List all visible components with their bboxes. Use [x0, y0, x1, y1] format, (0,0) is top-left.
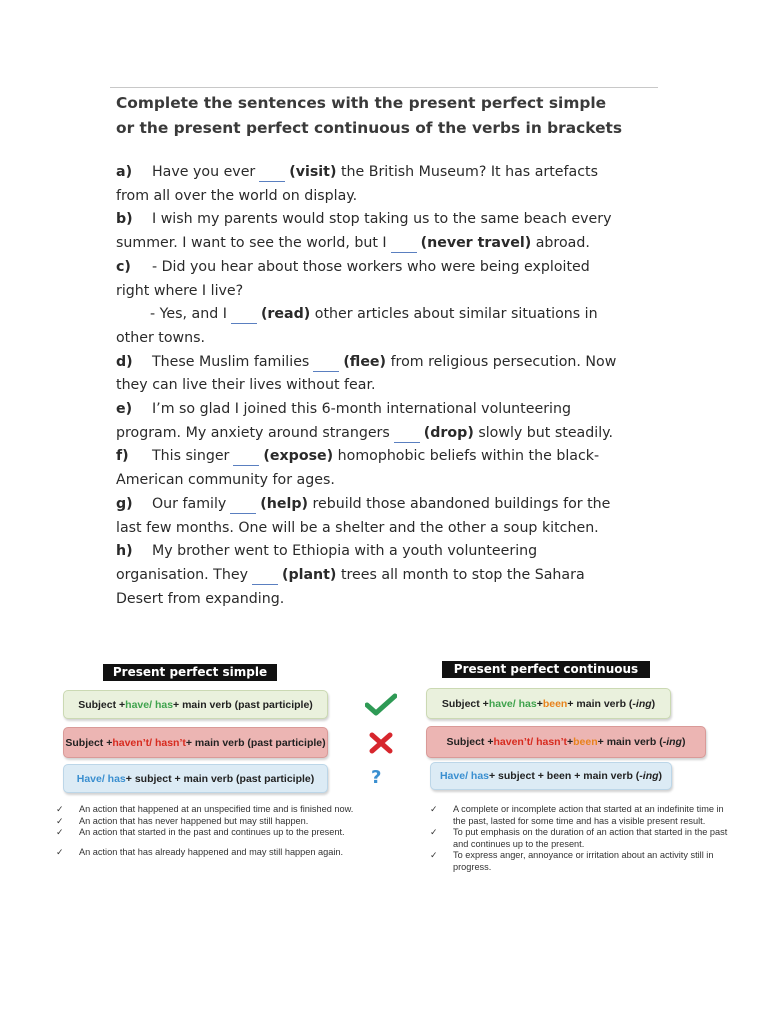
cross-icon [369, 732, 393, 754]
tick-icon: ✓ [430, 827, 438, 838]
continuous-question-formula: Have/ has + subject + been + main verb ( -ing ) [430, 762, 672, 790]
blank-f[interactable] [233, 453, 259, 466]
title-line-1: Complete the sentences with the present perfect simple [116, 94, 607, 112]
blank-b[interactable] [391, 240, 417, 253]
exercise-title [116, 91, 676, 141]
simple-use-3: ✓ An action that started in the past and continues up to the present. [56, 827, 345, 838]
simple-use-2: ✓ An action that has never happened but may still happen. [56, 815, 309, 826]
simple-use-4: ✓ An action that has already happened and may still happen again. [56, 846, 344, 857]
item-e: e) I’m so glad I joined this 6-month international volunteering [116, 401, 571, 418]
item-h: h) My brother went to Ethiopia with a youth volunteering [116, 543, 538, 560]
continuous-use-1: ✓ A complete or incomplete action that started at an indefinite time in the past, lasted for some time and has a visible present result. [430, 804, 724, 826]
blank-h[interactable] [252, 572, 278, 585]
tick-icon: ✓ [430, 804, 438, 814]
title-line-2: or the present perfect continuous of the verbs in brackets [116, 119, 623, 137]
item-b: b) I wish my parents would stop taking us to the same beach every [116, 211, 612, 228]
blank-d[interactable] [313, 359, 339, 372]
blank-a[interactable] [259, 169, 285, 182]
continuous-use-2: ✓ To put emphasis on the duration of an action that started in the past and continues up to the present. [430, 827, 728, 849]
continuous-uses-list [430, 804, 738, 874]
tick-icon: ✓ [430, 850, 438, 861]
blank-g[interactable] [230, 501, 256, 514]
tick-icon: ✓ [56, 827, 64, 838]
continuous-use-3: ✓ To express anger, annoyance or irritation about an activity still in progress. [430, 850, 714, 872]
exercise-body: a) Have you ever (visit) the British Museum? It has artefacts from all over the world on display. b) I wish my parents would stop taking us to the same beach every summer. I want to see the world, but I (never travel) abroad. c) - Did you hear about those workers who were being exploited right where I live? - Yes, and I (read) other articles about similar situations in other towns. d) These Muslim families (flee) from religious persecution. Now they can live their lives without fear. e) I’m so glad I joined this 6-month international volunteering program. My anxiety around strangers (drop) slowly but steadily. f) This singer (expose) homophobic beliefs within the black- American community for ages. g) Our family (help) rebuild those abandoned buildings for the last few months. One will be a shelter and the other a soup kitchen. h) My brother went to Ethiopia with a youth volunteering organisation. They (plant) trees all month to stop the Sahara Desert from expanding. [116, 161, 676, 611]
header-present-perfect-simple: Present perfect simple [103, 664, 277, 681]
simple-positive-formula: Subject + have/ has + main verb (past participle) [63, 690, 328, 719]
tick-icon: ✓ [56, 815, 64, 826]
blank-c[interactable] [231, 311, 257, 324]
simple-use-1: ✓ An action that happened at an unspecified time and is finished now. [56, 804, 354, 814]
item-f: f) This singer (expose) homophobic beliefs within the black- [116, 448, 600, 465]
simple-uses-list [56, 804, 358, 858]
check-icon [365, 693, 397, 717]
continuous-positive-formula: Subject + have/ has + been + main verb ( -ing ) [426, 688, 671, 719]
simple-negative-formula: Subject + haven’t/ hasn’t + main verb (past participle) [63, 727, 328, 758]
question-mark-icon: ? [371, 767, 382, 788]
blank-e[interactable] [394, 430, 420, 443]
top-divider [110, 87, 658, 88]
item-g: g) Our family (help) rebuild those abandoned buildings for the [116, 495, 611, 512]
header-present-perfect-continuous: Present perfect continuous [442, 661, 650, 678]
item-d: d) These Muslim families (flee) from religious persecution. Now [116, 353, 617, 370]
tick-icon: ✓ [56, 846, 64, 857]
item-c: c) - Did you hear about those workers who were being exploited [116, 258, 590, 275]
item-a: a) Have you ever (visit) the British Museum? It has artefacts [116, 164, 598, 180]
simple-question-formula: Have/ has + subject + main verb (past participle) [63, 764, 328, 793]
continuous-negative-formula: Subject + haven’t/ hasn’t + been + main verb ( -ing ) [426, 726, 706, 758]
tick-icon: ✓ [56, 804, 64, 814]
